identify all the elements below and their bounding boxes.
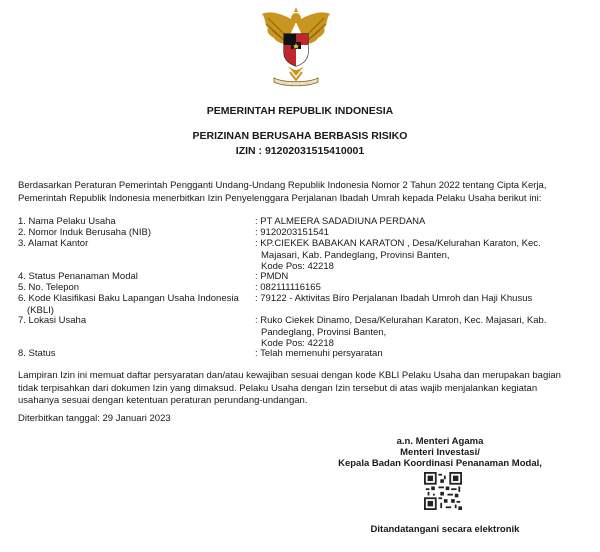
value-alamat-line: : KP.CIEKEK BABAKAN KARATON , Desa/Kelurahan Karaton, Kec. [255,238,541,249]
qr-code-icon [424,472,462,510]
value-status-pm: : PMDN [255,271,289,282]
value-alamat [255,238,555,273]
value-nib: : 9120203151541 [255,227,329,238]
signature-line-2: Menteri Investasi/ [400,447,480,458]
label-telepon: 5. No. Telepon [18,282,80,293]
label-alamat: 3. Alamat Kantor [18,238,89,249]
value-alamat-line: Kode Pos: 42218 [261,261,334,272]
issued-date: Diterbitkan tanggal: 29 Januari 2023 [18,413,171,424]
garuda-emblem-icon [254,4,338,88]
intro-line: Berdasarkan Peraturan Pemerintah Pengganti Undang-Undang Republik Indonesia Nomor 2 Tahun 2022 tentang Cipta Kerja, [18,180,547,191]
closing-line: Lampiran Izin ini memuat daftar persyaratan dan/atau kewajiban sesuai dengan kode KBLI Pelaku Usaha dan merupakan bagian [18,370,561,381]
intro-line: Pemerintah Republik Indonesia menerbitkan Izin Penyelenggara Perjalanan Ibadah Umrah kepada Pelaku Usaha berikut ini: [18,192,542,204]
value-status: : Telah memenuhi persyaratan [255,348,383,359]
value-nama: : PT ALMEERA SADADIUNA PERDANA [255,216,426,227]
value-lokasi-line: Kode Pos: 42218 [261,338,334,349]
value-telepon: : 082111116165 [255,282,321,293]
value-alamat-line: Majasari, Kab. Pandeglang, Provinsi Banten, [261,249,450,261]
value-lokasi [255,315,555,350]
closing-line: usahanya sesuai dengan ketentuan peraturan perundang-undangan. [18,395,308,406]
electronic-signature-note: Ditandatangani secara elektronik [370,524,520,535]
document-title: PERIZINAN BERUSAHA BERBASIS RISIKO [192,130,408,142]
signature-line-3: Kepala Badan Koordinasi Penanaman Modal, [338,458,542,469]
label-nama: 1. Nama Pelaku Usaha [18,216,116,227]
permit-number: IZIN : 91202031515410001 [235,145,365,157]
closing-line: tidak terpisahkan dari dokumen Izin yang dimaksud. Pelaku Usaha dengan Izin tersebut di atas wajib menjalankan kegiatan [18,382,538,394]
signature-line-1: a.n. Menteri Agama [396,436,484,447]
label-kbli-line: 6. Kode Klasifikasi Baku Lapangan Usaha Indonesia [18,293,239,304]
value-lokasi-line: Pandeglang, Provinsi Banten, [261,326,387,338]
label-kbli-line: (KBLI) [27,304,54,316]
label-kbli [18,293,250,316]
value-kbli: : 79122 - Aktivitas Biro Perjalanan Ibadah Umroh dan Haji Khusus [255,293,533,304]
label-status: 8. Status [18,348,56,359]
intro-paragraph [18,180,584,205]
label-lokasi: 7. Lokasi Usaha [18,315,87,326]
government-heading: PEMERINTAH REPUBLIK INDONESIA [206,105,394,117]
closing-paragraph [18,370,584,408]
label-status-pm: 4. Status Penanaman Modal [18,271,138,282]
label-nib: 2. Nomor Induk Berusaha (NIB) [18,227,152,238]
value-lokasi-line: : Ruko Ciekek Dinamo, Desa/Kelurahan Karaton, Kec. Majasari, Kab. [255,315,547,326]
